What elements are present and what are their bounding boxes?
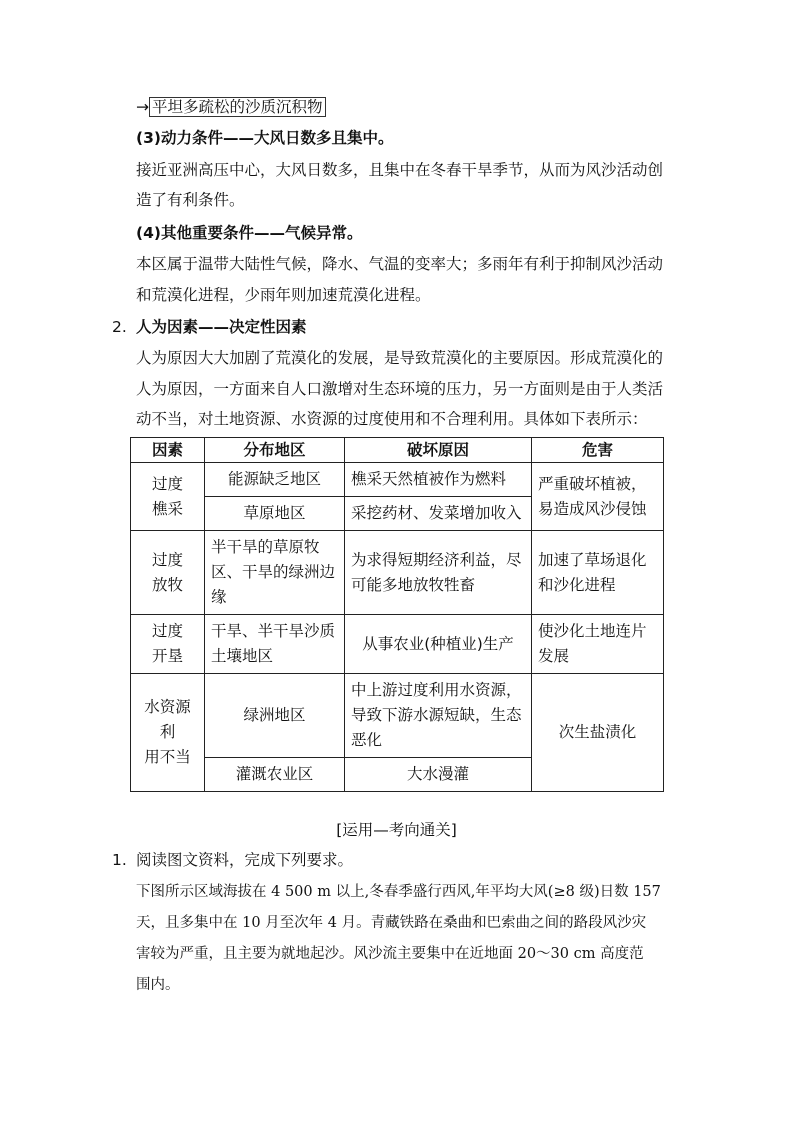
q1-number: 1. xyxy=(112,851,127,869)
human-number: 2. xyxy=(112,318,127,336)
section-caption: [运用—考向通关] xyxy=(336,821,457,839)
area-cell: 草原地区 xyxy=(205,497,345,531)
material-line-4: 围内。 xyxy=(136,977,180,993)
arrow-icon: → xyxy=(136,98,149,116)
dynamic-heading: (3)动力条件——大风日数多且集中。 xyxy=(136,129,394,147)
human-p1: 人为原因大大加剧了荒漠化的发展，是导致荒漠化的主要原因。形成荒漠化的 xyxy=(136,349,664,367)
cause-cell: 采挖药材、发菜增加收入 xyxy=(345,497,532,531)
header-cause: 破坏原因 xyxy=(345,438,532,463)
q1-text: 阅读图文资料，完成下列要求。 xyxy=(136,851,354,869)
human-heading: 人为因素——决定性因素 xyxy=(136,318,307,336)
harm-cell: 加速了草场退化 和沙化进程 xyxy=(532,531,664,615)
causes-table xyxy=(130,437,664,792)
table-row xyxy=(131,463,664,497)
other-body-2: 和荒漠化进程，少雨年则加速荒漠化进程。 xyxy=(136,286,431,304)
boxed-text: 平坦多疏松的沙质沉积物 xyxy=(149,97,326,117)
factor-cell: 过度 开垦 xyxy=(131,615,205,674)
other-heading: (4)其他重要条件——气候异常。 xyxy=(136,224,363,242)
cause-cell: 为求得短期经济利益，尽 可能多地放牧牲畜 xyxy=(345,531,532,615)
other-body-1: 本区属于温带大陆性气候，降水、气温的变率大；多雨年有利于抑制风沙活动 xyxy=(136,255,664,273)
human-p2: 人为原因，一方面来自人口激增对生态环境的压力，另一方面则是由于人类活 xyxy=(136,380,664,398)
factor-cell: 过度 放牧 xyxy=(131,531,205,615)
cause-cell: 大水漫灌 xyxy=(345,758,532,792)
dynamic-body-1: 接近亚洲高压中心，大风日数多，且集中在冬春干旱季节，从而为风沙活动创 xyxy=(136,161,664,179)
material-line-2: 天，且多集中在 10 月至次年 4 月。青藏铁路在桑曲和巴索曲之间的路段风沙灾 xyxy=(136,915,647,931)
header-factor: 因素 xyxy=(131,438,205,463)
material-line-1: 下图所示区域海拔在 4 500 m 以上,冬春季盛行西风,年平均大风(≥8 级)日数 157 xyxy=(136,884,661,900)
area-cell: 干旱、半干旱沙质 土壤地区 xyxy=(205,615,345,674)
area-cell: 灌溉农业区 xyxy=(205,758,345,792)
header-harm: 危害 xyxy=(532,438,664,463)
cause-cell: 中上游过度利用水资源， 导致下游水源短缺，生态 恶化 xyxy=(345,674,532,758)
area-cell: 半干旱的草原牧 区、干旱的绿洲边 缘 xyxy=(205,531,345,615)
area-cell: 能源缺乏地区 xyxy=(205,463,345,497)
cause-cell: 从事农业(种植业)生产 xyxy=(345,615,532,674)
table-row xyxy=(131,615,664,674)
header-area: 分布地区 xyxy=(205,438,345,463)
harm-cell: 次生盐渍化 xyxy=(532,674,664,792)
table-header-row xyxy=(131,438,664,463)
human-p3: 动不当，对土地资源、水资源的过度使用和不合理利用。具体如下表所示： xyxy=(136,410,648,428)
dynamic-body-2: 造了有利条件。 xyxy=(136,191,245,209)
harm-cell: 严重破坏植被， 易造成风沙侵蚀 xyxy=(532,463,664,531)
factor-cell: 过度 樵采 xyxy=(131,463,205,531)
table-row xyxy=(131,531,664,615)
intro-line xyxy=(136,97,326,117)
factor-cell: 水资源 利 用不当 xyxy=(131,674,205,792)
material-line-3: 害较为严重，且主要为就地起沙。风沙流主要集中在近地面 20～30 cm 高度范 xyxy=(136,946,644,962)
harm-cell: 使沙化土地连片 发展 xyxy=(532,615,664,674)
table-row xyxy=(131,674,664,758)
area-cell: 绿洲地区 xyxy=(205,674,345,758)
cause-cell: 樵采天然植被作为燃料 xyxy=(345,463,532,497)
